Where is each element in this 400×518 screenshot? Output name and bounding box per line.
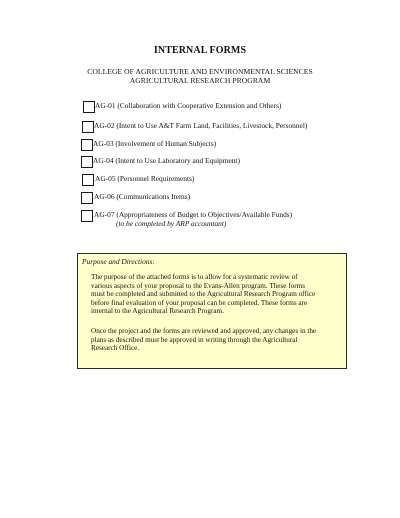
form-item-ag06 [0, 191, 400, 207]
form-label-ag06: AG-06 (Communications Items) [94, 192, 191, 201]
form-item-ag07 [0, 209, 400, 233]
form-checkbox-ag05[interactable] [82, 174, 94, 186]
form-label-ag05: AG-05 (Personnel Requirements) [95, 174, 195, 183]
directions-heading: Purpose and Directions: [82, 257, 155, 266]
paragraph-1-line: internal to the Agricultural Research Program. [91, 307, 224, 316]
form-item-ag04 [0, 155, 400, 171]
directions-paragraph-1 [91, 273, 345, 316]
paragraph-1-line: The purpose of the attached forms is to allow for a systematic review of [91, 273, 298, 281]
form-note-ag07: (to be completed by ARP accountant) [116, 219, 227, 228]
form-checkbox-ag04[interactable] [81, 156, 93, 168]
form-checkbox-ag07[interactable] [81, 210, 93, 222]
page-title: INTERNAL FORMS [153, 45, 247, 56]
directions-paragraph-2 [91, 327, 345, 353]
paragraph-2-line: Once the project and the forms are reviewed and approved, any changes in the [91, 327, 317, 335]
paragraph-2-line: Research Office. [91, 344, 140, 353]
paragraph-2-line: plans as described must be approved in writing through the Agricultural [91, 335, 298, 344]
form-label-ag01: AG-01 (Collaboration with Cooperative Extension and Others) [95, 101, 282, 110]
program-name: AGRICULTURAL RESEARCH PROGRAM [129, 76, 271, 85]
form-label-ag04: AG-04 (Intent to Use Laboratory and Equipment) [93, 156, 240, 165]
form-checkbox-ag03[interactable] [81, 139, 93, 151]
form-checkbox-ag01[interactable] [83, 101, 95, 113]
paragraph-1-line: before final evaluation of your proposal can be completed. These forms are [91, 298, 308, 307]
form-label-ag02: AG-02 (Intent to Use A&T Farm Land, Facilities, Livestock, Personnel) [94, 121, 308, 130]
form-label-ag07: AG-07 (Appropriateness of Budget to Objectives/Available Funds) [94, 210, 293, 219]
form-checkbox-ag06[interactable] [81, 192, 93, 204]
form-item-ag03 [0, 138, 400, 154]
form-label-ag03: AG-03 (Involvement of Human Subjects) [93, 139, 217, 148]
college-name: COLLEGE OF AGRICULTURE AND ENVIRONMENTAL SCIENCES [87, 67, 313, 76]
form-item-ag02 [0, 120, 400, 136]
paragraph-1-line: various aspects of your proposal to the Evans-Allen program. These forms [91, 281, 306, 290]
form-item-ag05 [0, 173, 400, 189]
form-checkbox-ag02[interactable] [82, 121, 94, 133]
paragraph-1-line: must be completed and submitted to the Agricultural Research Program office [91, 290, 316, 299]
purpose-directions-box [77, 253, 347, 369]
form-item-ag01 [0, 100, 400, 116]
